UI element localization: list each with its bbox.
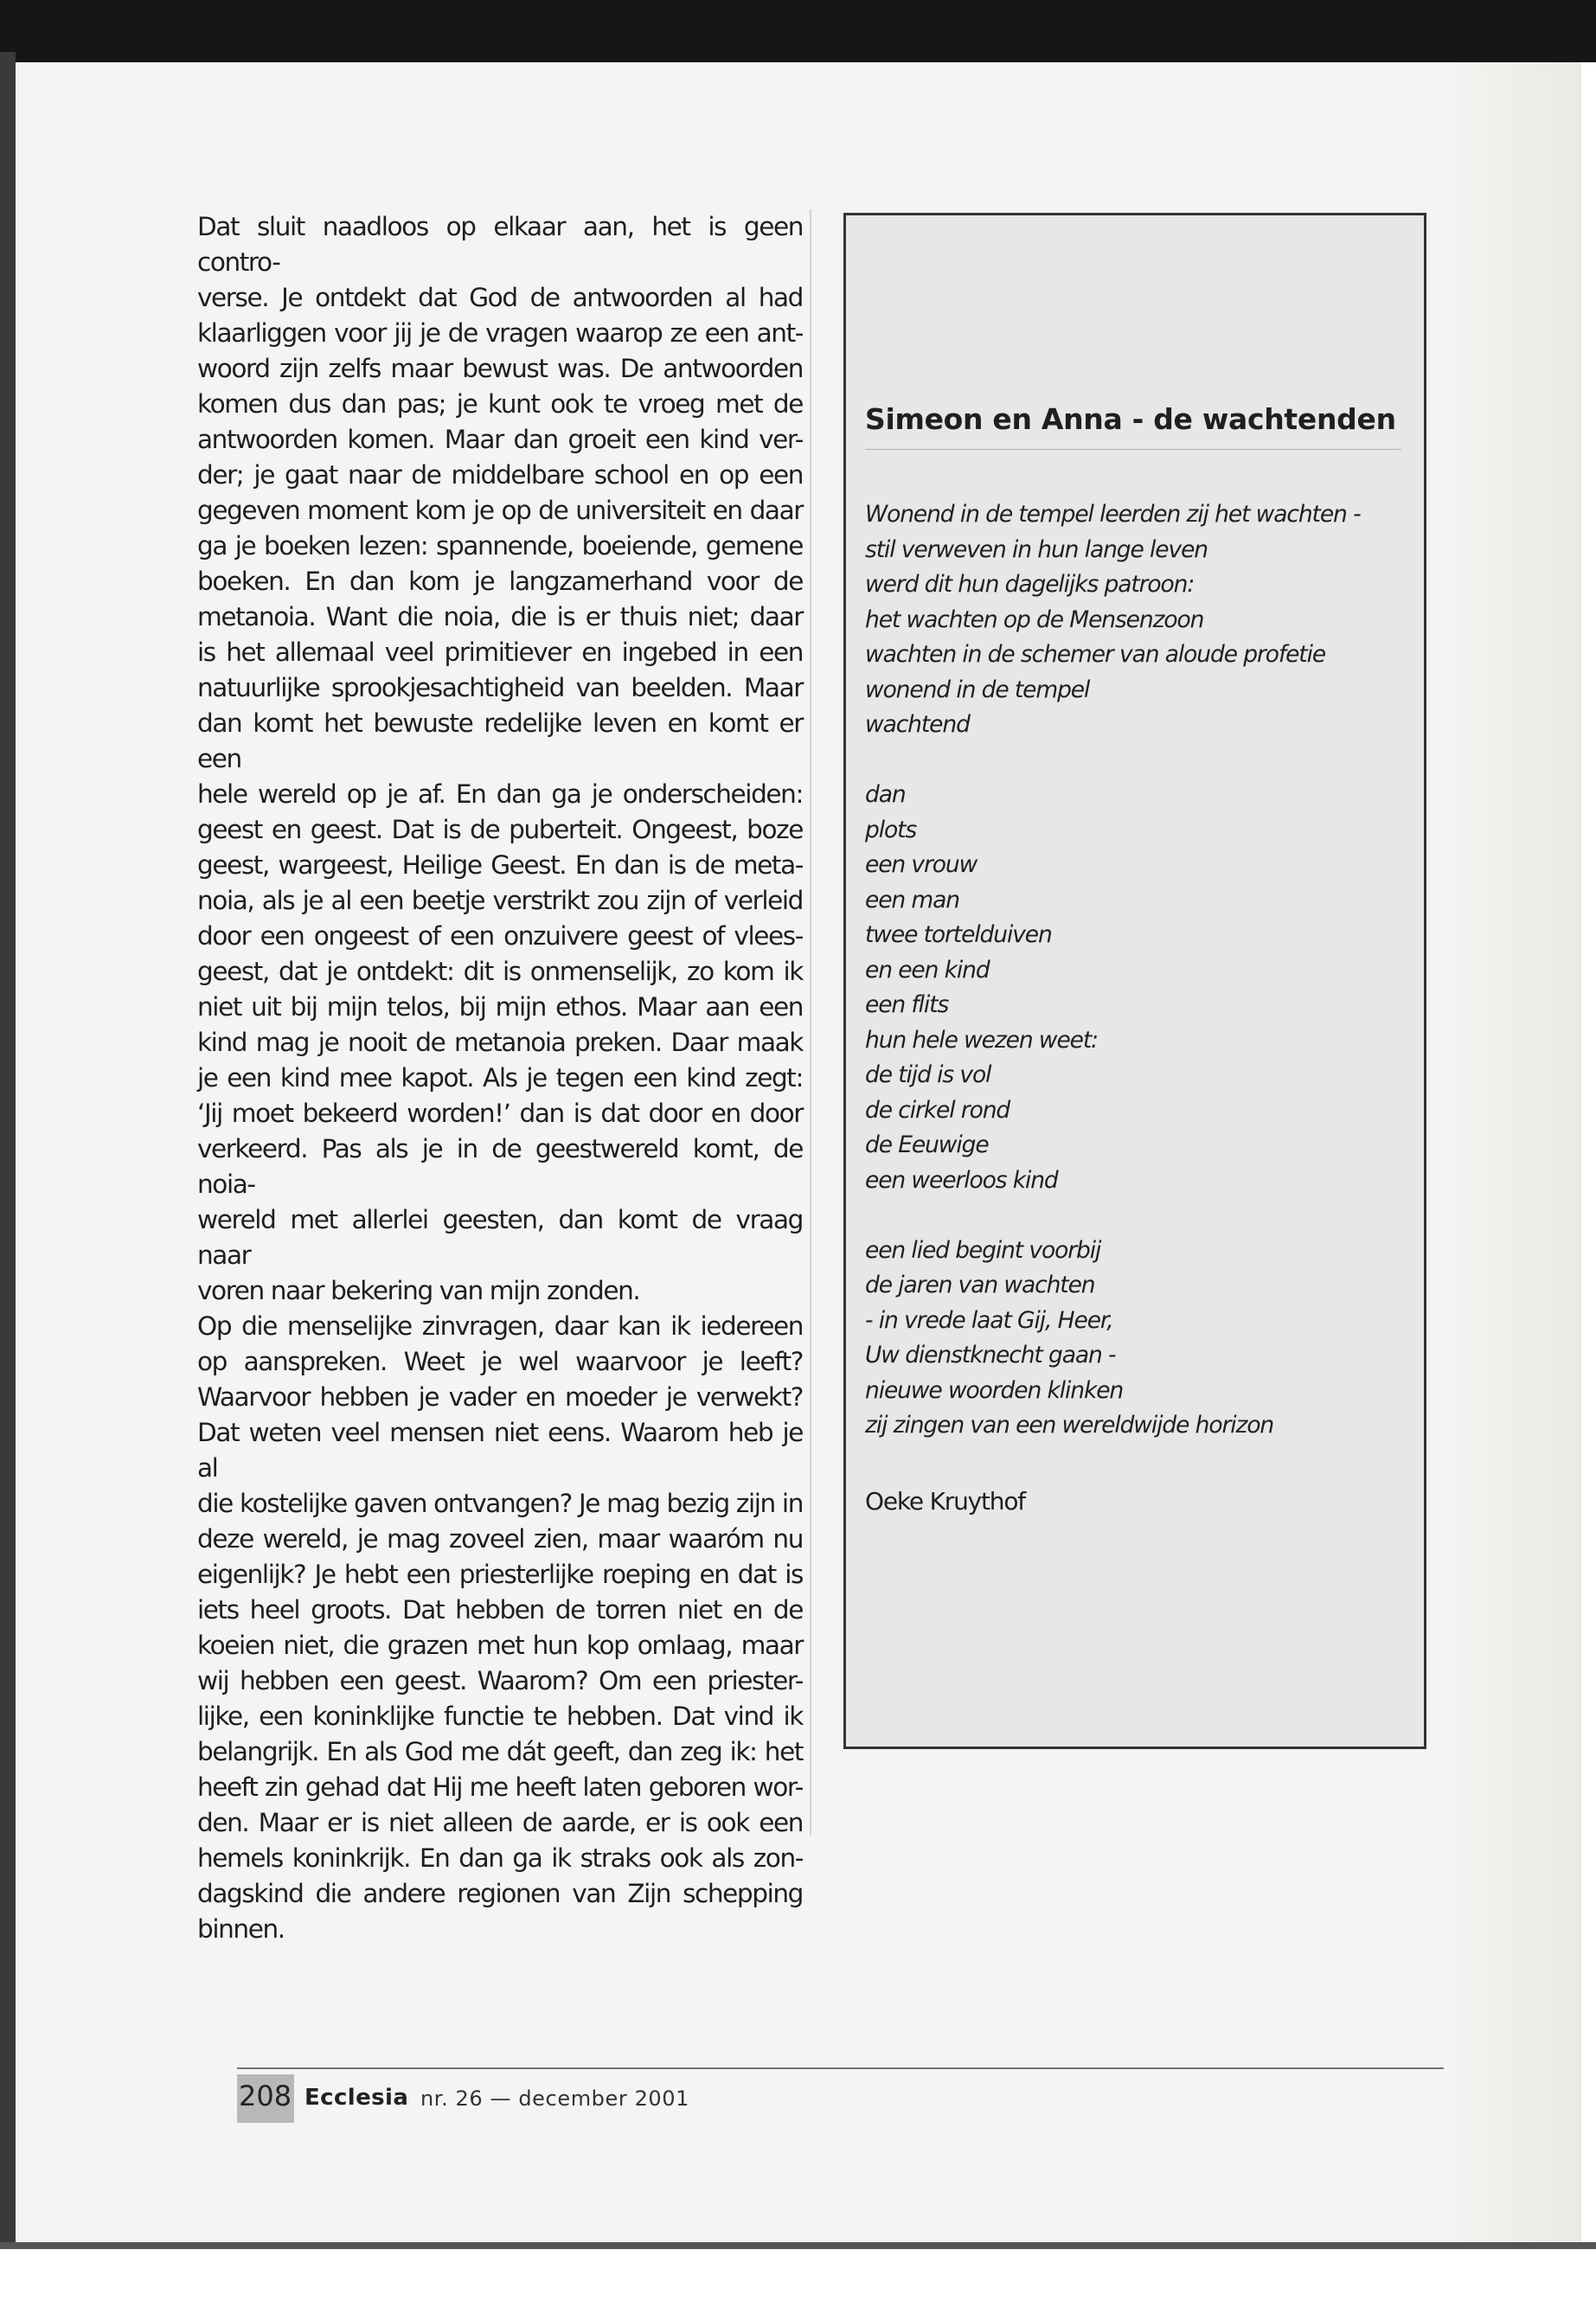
page-edge-shadow	[1443, 62, 1581, 2242]
scan-border-top	[0, 0, 1596, 62]
article-line: deze wereld, je mag zoveel zien, maar waaróm nu	[197, 1524, 803, 1554]
article-line: op aanspreken. Weet je wel waarvoor je leeft?	[197, 1347, 803, 1376]
article-line: kind mag je nooit de metanoia preken. Daar maak	[197, 1028, 803, 1057]
article-line: door een ongeest of een onzuivere geest of vlees-	[197, 921, 803, 951]
article-line: ‘Jij moet bekeerd worden!’ dan is dat door en door	[197, 1099, 803, 1128]
article-line: boeken. En dan kom je langzamerhand voor de	[197, 567, 803, 596]
poem-line: wonend in de tempel	[865, 676, 1090, 703]
poem-line: werd dit hun dagelijks patroon:	[865, 571, 1195, 598]
poem-line: en een kind	[865, 956, 990, 984]
magazine-page	[16, 62, 1581, 2242]
poem-line: het wachten op de Mensenzoon	[865, 606, 1204, 633]
article-line: lijke, een koninklijke functie te hebben. Dat vind ik	[197, 1702, 803, 1731]
poem-line: de tijd is vol	[865, 1061, 991, 1088]
poem-line: Uw dienstknecht gaan -	[865, 1342, 1116, 1368]
article-line: dan komt het bewuste redelijke leven en komt er een	[197, 708, 803, 773]
article-line: den. Maar er is niet alleen de aarde, er is ook een	[197, 1808, 803, 1837]
poem-line: plots	[865, 816, 917, 843]
article-line: woord zijn zelfs maar bewust was. De antwoorden	[197, 354, 803, 383]
article-line: Waarvoor hebben je vader en moeder je verwekt?	[197, 1382, 803, 1412]
poem-title-rule	[865, 449, 1401, 450]
scan-margin-bottom	[0, 2249, 1596, 2301]
magazine-name: Ecclesia	[304, 2085, 409, 2111]
article-line: gegeven moment kom je op de universiteit en daar	[197, 496, 803, 525]
article-line: belangrijk. En als God me dát geeft, dan zeg ik: het	[197, 1737, 803, 1766]
poem-stanza-break	[865, 1198, 1419, 1234]
article-line: antwoorden komen. Maar dan groeit een kind ver-	[197, 425, 803, 454]
article-line: die kostelijke gaven ontvangen? Je mag bezig zijn in	[197, 1489, 803, 1518]
article-line: klaarliggen voor jij je de vragen waarop ze een ant-	[197, 318, 803, 348]
article-line: natuurlijke sprookjesachtigheid van beelden. Maar	[197, 673, 803, 702]
article-line: hele wereld op je af. En dan ga je onderscheiden:	[197, 779, 803, 809]
poem-line: twee tortelduiven	[865, 921, 1052, 948]
poem-line: een lied begint voorbij	[865, 1236, 1101, 1264]
article-line: eigenlijk? Je hebt een priesterlijke roeping en dat is	[197, 1560, 803, 1589]
poem-line: zij zingen van een wereldwijde horizon	[865, 1412, 1274, 1439]
article-paragraph-2	[197, 1309, 803, 1947]
poem-stanza-break	[865, 743, 1419, 779]
article-line: heeft zin gehad dat Hij me heeft laten geboren wor-	[197, 1772, 803, 1802]
article-line: verkeerd. Pas als je in de geestwereld komt, de noia-	[197, 1134, 803, 1199]
article-line: geest en geest. Dat is de puberteit. Ongeest, boze	[197, 815, 803, 844]
article-line: wij hebben een geest. Waarom? Om een priester-	[197, 1666, 803, 1695]
issue-label: nr. 26 — december 2001	[420, 2086, 690, 2111]
article-line: geest, dat je ontdekt: dit is onmenselijk, zo kom ik	[197, 957, 803, 986]
poem-line: de jaren van wachten	[865, 1272, 1095, 1298]
article-line: der; je gaat naar de middelbare school en op een	[197, 460, 803, 490]
article-text-column	[197, 209, 803, 1947]
poem-line: een flits	[865, 991, 949, 1018]
article-line: verse. Je ontdekt dat God de antwoorden al had	[197, 283, 803, 312]
poem-line: de Eeuwige	[865, 1131, 989, 1158]
article-line: Op die menselijke zinvragen, daar kan ik iedereen	[197, 1311, 803, 1341]
poem-line: - in vrede laat Gij, Heer,	[865, 1306, 1113, 1334]
page-number: 208	[239, 2080, 292, 2112]
article-line: komen dus dan pas; je kunt ook te vroeg met de	[197, 389, 803, 419]
scan-border-left	[0, 52, 16, 2249]
footer-rule	[237, 2067, 1444, 2069]
poem-line: een man	[865, 886, 959, 913]
poem-line: Wonend in de tempel leerden zij het wachten -	[865, 501, 1361, 528]
article-line: is het allemaal veel primitiever en ingebed in een	[197, 638, 803, 667]
article-line: geest, wargeest, Heilige Geest. En dan is de meta-	[197, 850, 803, 880]
article-line: hemels koninkrijk. En dan ga ik straks ook als zon-	[197, 1843, 803, 1873]
article-line: koeien niet, die grazen met hun kop omlaag, maar	[197, 1631, 803, 1660]
poem-line: dan	[865, 781, 906, 808]
poem-author: Oeke Kruythof	[865, 1487, 1025, 1516]
article-line: niet uit bij mijn telos, bij mijn ethos. Maar aan een	[197, 992, 803, 1022]
article-line: noia, als je al een beetje verstrikt zou zijn of verleid	[197, 886, 803, 915]
column-divider	[810, 209, 811, 1836]
article-line: iets heel groots. Dat hebben de torren niet en de	[197, 1595, 803, 1625]
article-line: wereld met allerlei geesten, dan komt de vraag naar	[197, 1205, 803, 1270]
poem-line: de cirkel rond	[865, 1096, 1010, 1124]
article-line: dagskind die andere regionen van Zijn schepping	[197, 1879, 803, 1908]
article-line: Dat sluit naadloos op elkaar aan, het is geen contro-	[197, 212, 803, 277]
poem-line: stil verweven in hun lange leven	[865, 535, 1208, 563]
article-line: ga je boeken lezen: spannende, boeiende, gemene	[197, 531, 803, 561]
poem-sidebar-box	[843, 213, 1426, 1749]
article-paragraph-1	[197, 209, 803, 1309]
poem-line: een vrouw	[865, 851, 977, 878]
poem-line: een weerloos kind	[865, 1166, 1058, 1194]
article-line: voren naar bekering van mijn zonden.	[197, 1276, 640, 1305]
article-line: je een kind mee kapot. Als je tegen een kind zegt:	[197, 1063, 803, 1093]
poem-line: nieuwe woorden klinken	[865, 1376, 1124, 1404]
poem-line: wachten in de schemer van aloude profetie	[865, 641, 1326, 668]
article-line: Dat weten veel mensen niet eens. Waarom heb je al	[197, 1418, 803, 1483]
article-line: metanoia. Want die noia, die is er thuis niet; daar	[197, 602, 803, 631]
poem-line: hun hele wezen weet:	[865, 1026, 1099, 1054]
article-line: binnen.	[197, 1914, 285, 1944]
poem-title: Simeon en Anna - de wachtenden	[865, 402, 1396, 436]
poem-line: wachtend	[865, 711, 970, 738]
scan-border-bottom-strip	[0, 2242, 1596, 2249]
poem-verses	[865, 497, 1419, 1444]
